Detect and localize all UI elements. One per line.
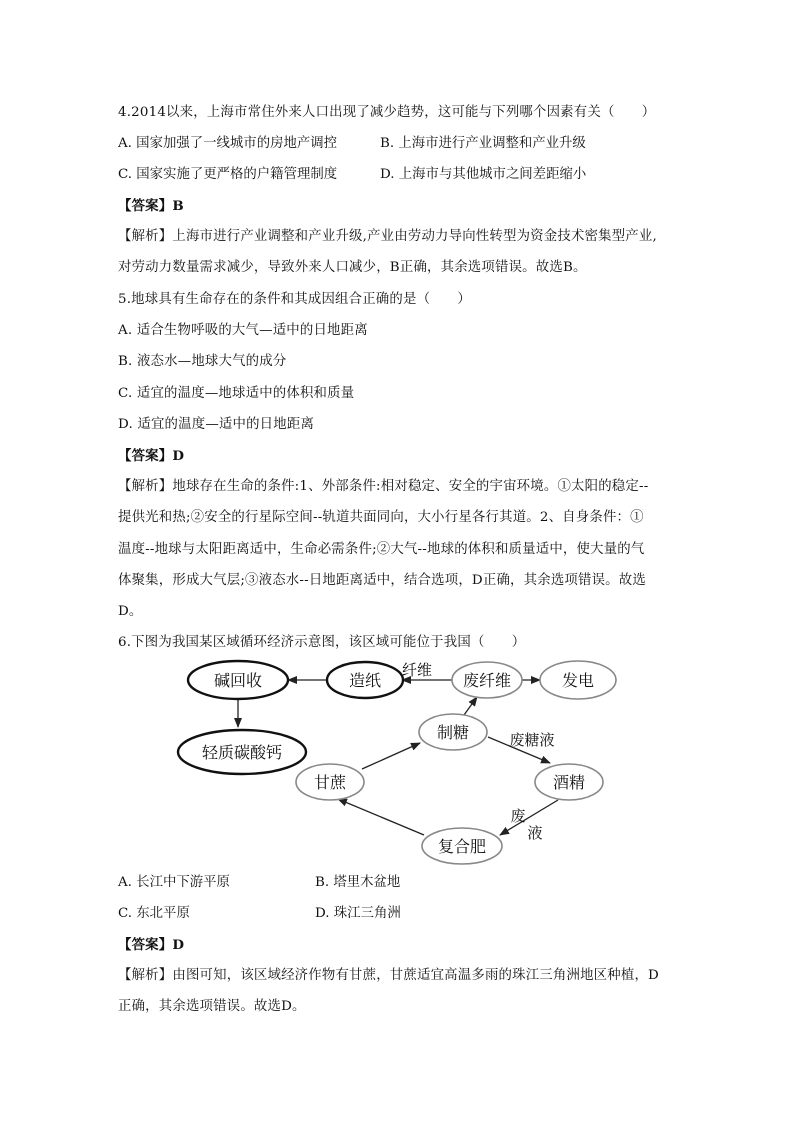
q4-analysis-line-2: 对劳动力数量需求减少，导致外来人口减少，B正确，其余选项错误。故选B。 [118,260,587,275]
node-papermaking-label: 造纸 [348,671,382,690]
q4-option-b: B. 上海市进行产业调整和产业升级 [380,136,586,151]
q6-option-a: A. 长江中下游平原 [118,875,230,890]
q5-analysis-line-1: 【解析】地球存在生命的条件:1、外部条件:相对稳定、安全的宇宙环境。①太阳的稳定-- [118,479,649,494]
q5-analysis-line-4: 体聚集，形成大气层;③液态水--日地距离适中，结合选项，D正确，其余选项错误。故选 [118,573,646,588]
edge-label-fiber: 纤维 [401,661,433,679]
node-power-generation-label: 发电 [561,671,595,690]
q4-option-c: C. 国家实施了更严格的户籍管理制度 [118,167,338,182]
q5-option-d: D. 适宜的温度—适中的日地距离 [118,417,315,432]
edge-cane-to-sugar [362,743,420,769]
q5-option-a: A. 适合生物呼吸的大气—适中的日地距离 [118,323,368,338]
q6-option-c: C. 东北平原 [118,906,190,921]
node-compound-fertilizer-label: 复合肥 [437,837,487,856]
q6-analysis-line-1: 【解析】由图可知，该区域经济作物有甘蔗，甘蔗适宜高温多雨的珠江三角洲地区种植，D [118,968,659,983]
q5-analysis-line-3: 温度--地球与太阳距离适中，生命必需条件;②大气--地球的体积和质量适中，使大量的气 [118,542,645,557]
q4-option-a: A. 国家加强了一线城市的房地产调控 [118,136,338,151]
q5-stem: 5.地球具有生命存在的条件和其成因组合正确的是（ ） [118,292,471,307]
node-sugarcane-label: 甘蔗 [313,773,347,792]
node-alkali-recovery-label: 碱回收 [213,671,263,690]
q6-answer: 【答案】D [118,937,185,953]
q5-option-b: B. 液态水—地球大气的成分 [118,354,287,369]
q6-analysis-line-2: 正确，其余选项错误。故选D。 [118,999,306,1014]
q5-option-c: C. 适宜的温度—地球适中的体积和质量 [118,386,355,401]
q5-analysis-line-5: D。 [118,604,143,619]
edge-fertilizer-to-cane [338,799,424,835]
node-sugar-making-label: 制糖 [436,723,470,742]
q4-answer: 【答案】B [118,198,184,214]
q4-analysis-line-1: 【解析】上海市进行产业调整和产业升级,产业由劳动力导向性转型为资金技术密集型产业, [118,229,657,244]
node-waste-fiber-label: 废纤维 [462,671,512,690]
q6-option-d: D. 珠江三角洲 [315,906,401,921]
q5-answer: 【答案】D [118,448,185,464]
edge-sugar-to-wastefiber [464,697,477,715]
node-alcohol-label: 酒精 [552,773,586,792]
node-light-calcium-carbonate-label: 轻质碳酸钙 [201,743,283,762]
q4-stem: 4.2014以来，上海市常住外来人口出现了减少趋势，这可能与下列哪个因素有关（ ） [118,105,656,120]
edge-label-waste-1: 废 [510,807,526,825]
edge-label-molasses: 废糖液 [509,731,555,749]
q6-stem: 6.下图为我国某区域循环经济示意图，该区域可能位于我国（ ） [118,635,526,650]
circular-economy-diagram [170,655,630,870]
q6-option-b: B. 塔里木盆地 [315,875,401,890]
q4-option-d: D. 上海市与其他城市之间差距缩小 [380,167,587,182]
edge-label-waste-2: 液 [527,824,543,842]
q5-analysis-line-2: 提供光和热;②安全的行星际空间--轨道共面同向，大小行星各行其道。2、自身条件：① [118,510,644,525]
